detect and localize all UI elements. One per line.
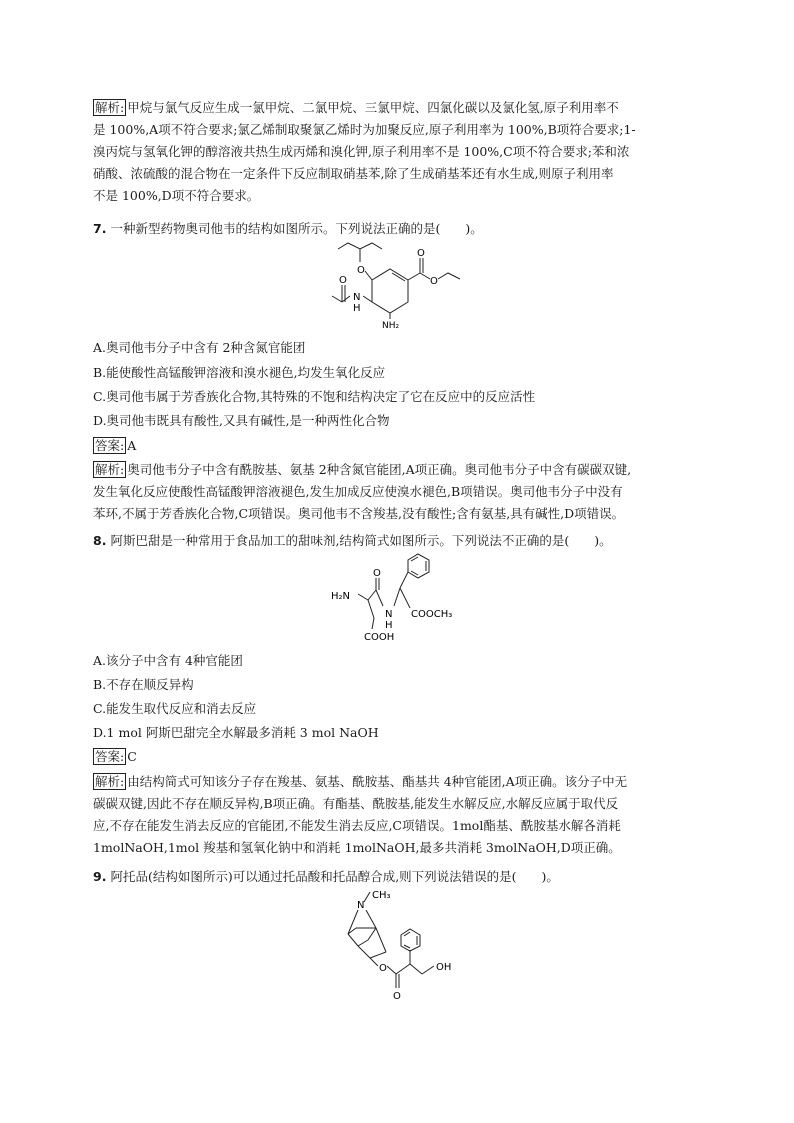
option-a: A.该分子中含有 4种官能团 bbox=[93, 653, 243, 668]
option-c: C.能发生取代反应和消去反应 bbox=[93, 701, 257, 716]
question-text: 一种新型药物奥司他韦的结构如图所示。下列说法正确的是( )。 bbox=[110, 221, 483, 236]
analysis-line: 应,不存在能发生消去反应的官能团,不能发生消去反应,C项错误。1mol酯基、酰胺基水解各消耗 bbox=[93, 818, 621, 833]
analysis-block-6 bbox=[93, 97, 713, 207]
amide-oxygen: O bbox=[339, 275, 347, 286]
answer-line bbox=[93, 435, 136, 457]
ester-oxygen: O bbox=[379, 963, 387, 974]
amide-nitrogen: N bbox=[353, 292, 361, 303]
option-d: D.1 mol 阿斯巴甜完全水解最多消耗 3 mol NaOH bbox=[93, 725, 379, 740]
analysis-line: 解析: 甲烷与氯气反应生成一氯甲烷、二氯甲烷、三氯甲烷、四氯化碳以及氯化氢,原子利用率不 bbox=[95, 100, 619, 115]
question-text: 阿托品(结构如图所示)可以通过托品酸和托品醇合成,则下列说法错误的是( )。 bbox=[110, 869, 559, 884]
question-8-stem bbox=[93, 530, 713, 552]
oseltamivir-structure bbox=[320, 240, 490, 332]
option-a: A.奥司他韦分子中含有 2种含氮官能团 bbox=[93, 340, 306, 355]
methyl-ester: COOCH₃ bbox=[411, 609, 453, 620]
analysis-line: 是 100%,A项不符合要求;氯乙烯制取聚氯乙烯时为加聚反应,原子利用率为 100%,B项符合要求;1- bbox=[93, 122, 636, 137]
answer-label: 答案: bbox=[95, 749, 125, 764]
analysis-line: 解析: 由结构简式可知该分子存在羧基、氨基、酰胺基、酯基共 4种官能团,A项正确。该分子中无 bbox=[95, 774, 628, 789]
ester-oxygen: O bbox=[430, 276, 438, 287]
analysis-label: 解析: bbox=[95, 462, 125, 477]
question-7-stem bbox=[93, 218, 713, 240]
amide-hydrogen: H bbox=[353, 303, 361, 314]
pentyl-chain bbox=[338, 243, 382, 249]
carboxyl-group: COOH bbox=[364, 632, 395, 643]
analysis-label: 解析: bbox=[95, 774, 125, 789]
analysis-label: 解析: bbox=[95, 100, 125, 115]
analysis-line: 解析: 奥司他韦分子中含有酰胺基、氨基 2种含氮官能团,A项正确。奥司他韦分子中含有碳碳双键, bbox=[95, 462, 632, 477]
question-9-stem bbox=[93, 866, 713, 888]
aspartame-structure bbox=[328, 552, 478, 644]
amide-oxygen: O bbox=[373, 568, 381, 579]
carbonyl-oxygen: O bbox=[393, 991, 401, 1002]
answer-line bbox=[93, 746, 137, 768]
answer-value: C bbox=[127, 749, 137, 764]
analysis-line: 发生氧化反应使酸性高锰酸钾溶液褪色,发生加成反应使溴水褪色,B项错误。奥司他韦分子中没有 bbox=[93, 484, 623, 499]
analysis-line: 溴丙烷与氢氧化钾的醇溶液共热生成丙烯和溴化钾,原子利用率不是 100%,C项不符合要求;苯和浓 bbox=[93, 144, 630, 159]
methyl-group: CH₃ bbox=[372, 890, 391, 901]
question-number: 7. bbox=[93, 221, 107, 236]
option-b: B.不存在顺反异构 bbox=[93, 677, 194, 692]
carbonyl-oxygen: O bbox=[417, 248, 425, 259]
analysis-block-7 bbox=[93, 459, 713, 525]
amine-nitrogen: N bbox=[357, 900, 365, 911]
amino-group: NH₂ bbox=[382, 321, 400, 331]
analysis-line: 不是 100%,D项不符合要求。 bbox=[93, 188, 260, 203]
analysis-line: 硝酸、浓硫酸的混合物在一定条件下反应制取硝基苯,除了生成硝基苯还有水生成,则原子利用率 bbox=[93, 166, 614, 181]
analysis-block-8 bbox=[93, 771, 713, 859]
question-number: 8. bbox=[93, 533, 107, 548]
question-text: 阿斯巴甜是一种常用于食品加工的甜味剂,结构简式如图所示。下列说法不正确的是( )。 bbox=[110, 533, 612, 548]
analysis-line: 苯环,不属于芳香族化合物,C项错误。奥司他韦不含羧基,没有酸性;含有氨基,具有碱性,D项错误。 bbox=[93, 506, 625, 521]
answer-value: A bbox=[127, 438, 137, 453]
option-c: C.奥司他韦属于芳香族化合物,其特殊的不饱和结构决定了它在反应中的反应活性 bbox=[93, 389, 536, 404]
amide-nitrogen: N bbox=[385, 609, 393, 620]
amino-group: H₂N bbox=[331, 591, 351, 602]
option-d: D.奥司他韦既具有酸性,又具有碱性,是一种两性化合物 bbox=[93, 413, 390, 428]
analysis-line: 1molNaOH,1mol 羧基和氢氧化钠中和消耗 1molNaOH,最多共消耗 3molNaOH,D项正确。 bbox=[93, 840, 621, 855]
question-number: 9. bbox=[93, 869, 107, 884]
atropine-structure bbox=[330, 888, 480, 1006]
analysis-line: 碳碳双键,因此不存在顺反异构,B项正确。有酯基、酰胺基,能发生水解反应,水解反应属于取代反 bbox=[93, 796, 619, 811]
amide-hydrogen: H bbox=[385, 620, 393, 631]
ether-oxygen: O bbox=[357, 265, 365, 276]
hydroxyl-group: OH bbox=[436, 962, 452, 973]
answer-label: 答案: bbox=[95, 438, 125, 453]
option-b: B.能使酸性高锰酸钾溶液和溴水褪色,均发生氧化反应 bbox=[93, 365, 386, 380]
